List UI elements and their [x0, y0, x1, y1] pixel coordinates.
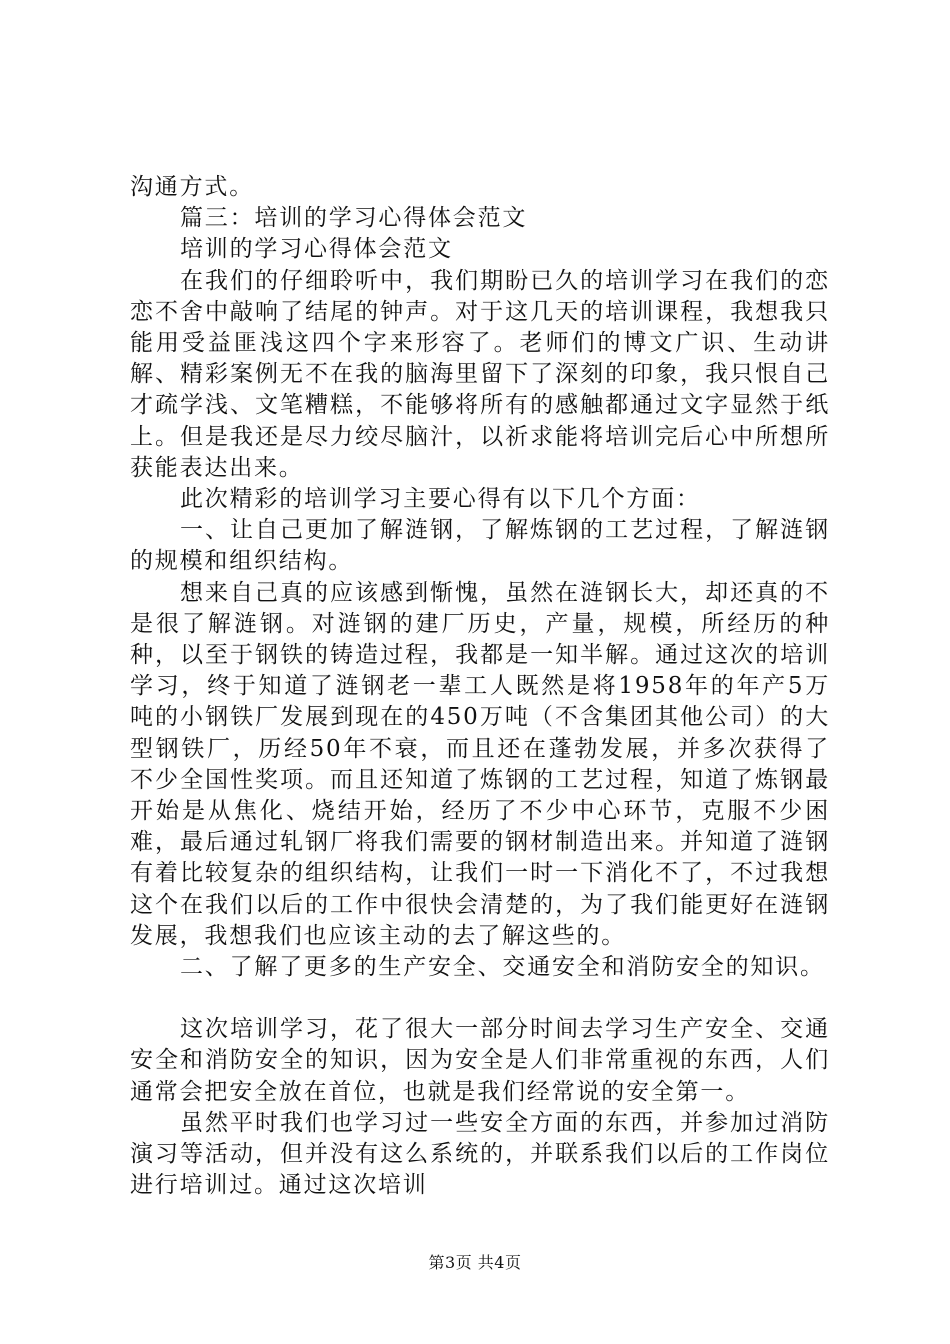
paragraph-summary: 此次精彩的培训学习主要心得有以下几个方面：: [180, 486, 701, 513]
page-number-footer: 第3页 共4页: [428, 1253, 522, 1272]
document-body: [130, 172, 830, 1202]
paragraph-training: 虽然平时我们也学习过一些安全方面的东西，并参加过消防演习等活动，但并没有这么系统的，并联系我们以后的工作岗位进行培训过。通过这次培训: [130, 1109, 830, 1199]
section-heading: 篇三：培训的学习心得体会范文: [180, 205, 528, 232]
point-one-heading: 一、让自己更加了解涟钢，了解炼钢的工艺过程，了解涟钢的规模和组织结构。: [130, 517, 830, 575]
paragraph-intro: 在我们的仔细聆听中，我们期盼已久的培训学习在我们的恋恋不舍中敲响了结尾的钟声。对于这几天的培训课程，我想我只能用受益匪浅这四个字来形容了。老师们的博文广识、生动讲解、精彩案例无不在我的脑海里留下了深刻的印象，我只恨自己才疏学浅、文笔糟糕，不能够将所有的感触都通过文字显然于纸上。但是我还是尽力绞尽脑汁，以祈求能将培训完后心中所想所获能表达出来。: [130, 267, 830, 481]
article-title: 培训的学习心得体会范文: [180, 236, 453, 263]
paragraph-continuation: 沟通方式。: [130, 174, 254, 200]
point-two-heading: 二、了解了更多的生产安全、交通安全和消防安全的知识。: [180, 954, 825, 981]
paragraph-safety: 这次培训学习，花了很大一部分时间去学习生产安全、交通安全和消防安全的知识，因为安全是人们非常重视的东西，人们通常会把安全放在首位，也就是我们经常说的安全第一。: [130, 1016, 830, 1105]
paragraph-point-one: 想来自己真的应该感到惭愧，虽然在涟钢长大，却还真的不是很了解涟钢。对涟钢的建厂历史，产量，规模，所经历的种种，以至于钢铁的铸造过程，我都是一知半解。通过这次的培训学习，终于知道了涟钢老一辈工人既然是将1958年的年产5万吨的小钢铁厂发展到现在的450万吨（不含集团其他公司）的大型钢铁厂，历经50年不衰，而且还在蓬勃发展，并多次获得了不少全国性奖项。而且还知道了炼钢的工艺过程，知道了炼钢最开始是从焦化、烧结开始，经历了不少中心环节，克服不少困难，最后通过轧钢厂将我们需要的钢材制造出来。并知道了涟钢有着比较复杂的组织结构，让我们一时一下消化不了，不过我想这个在我们以后的工作中很快会清楚的，为了我们能更好在涟钢发展，我想我们也应该主动的去了解这些的。: [130, 579, 830, 949]
